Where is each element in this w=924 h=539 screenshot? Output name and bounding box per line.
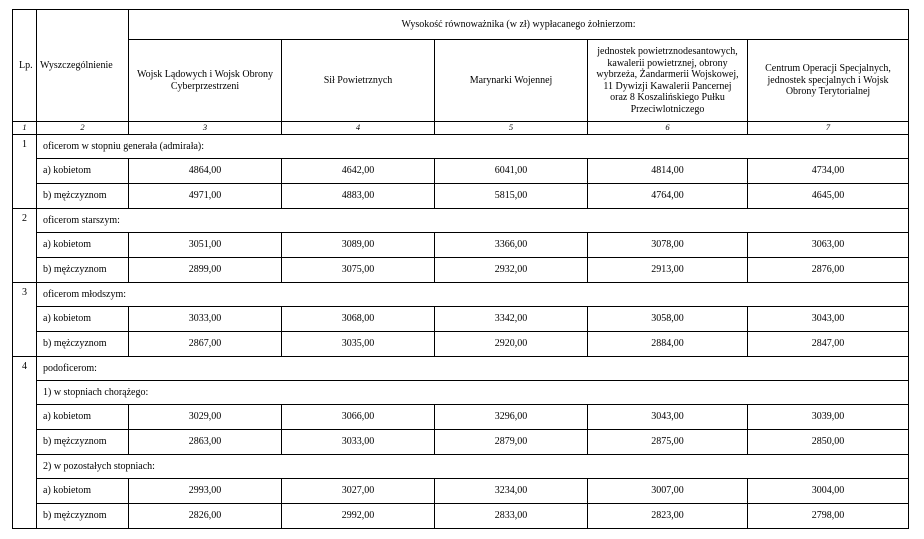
column-number: 4 (282, 122, 435, 135)
value-cell: 3043,00 (588, 405, 748, 430)
value-cell: 3004,00 (748, 479, 909, 504)
value-cell: 2867,00 (129, 332, 282, 357)
value-cell: 4734,00 (748, 159, 909, 184)
value-cell: 5815,00 (435, 184, 588, 209)
header-row-columns (13, 40, 909, 122)
description-header: Wyszczególnienie (37, 10, 129, 122)
table-row (13, 184, 909, 209)
value-cell: 2913,00 (588, 258, 748, 283)
subsection-title-row (13, 381, 909, 405)
value-cell: 2920,00 (435, 332, 588, 357)
value-cell: 4645,00 (748, 184, 909, 209)
section-number: 1 (13, 135, 37, 209)
value-cell: 3068,00 (282, 307, 435, 332)
column-header-navy: Marynarki Wojennej (435, 40, 588, 122)
value-cell: 3342,00 (435, 307, 588, 332)
value-cell: 4814,00 (588, 159, 748, 184)
row-label: a) kobietom (37, 159, 129, 184)
row-label: b) mężczyznom (37, 184, 129, 209)
value-cell: 3366,00 (435, 233, 588, 258)
table-row (13, 307, 909, 332)
table-row (13, 159, 909, 184)
column-number: 2 (37, 122, 129, 135)
table-row (13, 504, 909, 529)
subsection-title-row (13, 455, 909, 479)
column-number: 7 (748, 122, 909, 135)
column-number: 1 (13, 122, 37, 135)
row-label: a) kobietom (37, 307, 129, 332)
value-cell: 4864,00 (129, 159, 282, 184)
section-title: oficerom młodszym: (37, 283, 909, 307)
value-cell: 4883,00 (282, 184, 435, 209)
value-cell: 2876,00 (748, 258, 909, 283)
column-number: 5 (435, 122, 588, 135)
row-label: a) kobietom (37, 479, 129, 504)
value-cell: 4642,00 (282, 159, 435, 184)
value-cell: 3063,00 (748, 233, 909, 258)
value-cell: 2875,00 (588, 430, 748, 455)
document-page (12, 9, 909, 529)
column-header-airborne-units: jednostek powietrznodesantowych, kawalerii powietrznej, obrony wybrzeża, Żandarmerii Wojskowej, 11 Dywizji Kawalerii Pancernej oraz 8 Koszalińskiego Pułku Przeciwlotniczego (588, 40, 748, 122)
column-header-special-ops: Centrum Operacji Specjalnych, jednostek specjalnych i Wojsk Obrony Terytorialnej (748, 40, 909, 122)
section-title: podoficerom: (37, 357, 909, 381)
column-number: 3 (129, 122, 282, 135)
table-row (13, 479, 909, 504)
value-cell: 2932,00 (435, 258, 588, 283)
value-cell: 4764,00 (588, 184, 748, 209)
section-title-row (13, 283, 909, 307)
section-number: 3 (13, 283, 37, 357)
value-cell: 3234,00 (435, 479, 588, 504)
row-label: b) mężczyznom (37, 258, 129, 283)
row-label: a) kobietom (37, 233, 129, 258)
value-cell: 2850,00 (748, 430, 909, 455)
value-cell: 3296,00 (435, 405, 588, 430)
column-header-land-forces: Wojsk Lądowych i Wojsk Obrony Cyberprzestrzeni (129, 40, 282, 122)
value-cell: 3066,00 (282, 405, 435, 430)
value-cell: 2847,00 (748, 332, 909, 357)
column-header-air-force: Sił Powietrznych (282, 40, 435, 122)
value-cell: 3029,00 (129, 405, 282, 430)
value-cell: 3043,00 (748, 307, 909, 332)
value-cell: 3039,00 (748, 405, 909, 430)
value-cell: 2884,00 (588, 332, 748, 357)
section-title-row (13, 135, 909, 159)
row-label: b) mężczyznom (37, 430, 129, 455)
row-label: b) mężczyznom (37, 332, 129, 357)
numbering-row (13, 122, 909, 135)
value-cell: 2833,00 (435, 504, 588, 529)
value-cell: 3058,00 (588, 307, 748, 332)
section-title-row (13, 357, 909, 381)
value-cell: 3007,00 (588, 479, 748, 504)
value-cell: 2879,00 (435, 430, 588, 455)
value-cell: 4971,00 (129, 184, 282, 209)
value-cell: 6041,00 (435, 159, 588, 184)
value-cell: 3033,00 (282, 430, 435, 455)
section-title-row (13, 209, 909, 233)
section-title: oficerom w stopniu generała (admirała): (37, 135, 909, 159)
subsection-title: 2) w pozostałych stopniach: (37, 455, 909, 479)
table-row (13, 430, 909, 455)
section-number: 4 (13, 357, 37, 529)
value-cell: 2899,00 (129, 258, 282, 283)
value-cell: 2826,00 (129, 504, 282, 529)
header-row-group (13, 10, 909, 40)
value-cell: 2823,00 (588, 504, 748, 529)
subsection-title: 1) w stopniach chorążego: (37, 381, 909, 405)
table-row (13, 405, 909, 430)
column-number: 6 (588, 122, 748, 135)
value-cell: 3035,00 (282, 332, 435, 357)
value-cell: 2798,00 (748, 504, 909, 529)
value-cell: 3075,00 (282, 258, 435, 283)
value-cell: 2992,00 (282, 504, 435, 529)
lp-header: Lp. (13, 10, 37, 122)
section-number: 2 (13, 209, 37, 283)
value-cell: 3033,00 (129, 307, 282, 332)
table-row (13, 233, 909, 258)
value-cell: 3051,00 (129, 233, 282, 258)
group-header: Wysokość równoważnika (w zł) wypłacanego żołnierzom: (129, 10, 909, 40)
value-cell: 2993,00 (129, 479, 282, 504)
value-cell: 3027,00 (282, 479, 435, 504)
row-label: a) kobietom (37, 405, 129, 430)
table-row (13, 332, 909, 357)
section-title: oficerom starszym: (37, 209, 909, 233)
table-row (13, 258, 909, 283)
value-cell: 3078,00 (588, 233, 748, 258)
allowance-table (12, 9, 909, 529)
row-label: b) mężczyznom (37, 504, 129, 529)
value-cell: 3089,00 (282, 233, 435, 258)
value-cell: 2863,00 (129, 430, 282, 455)
